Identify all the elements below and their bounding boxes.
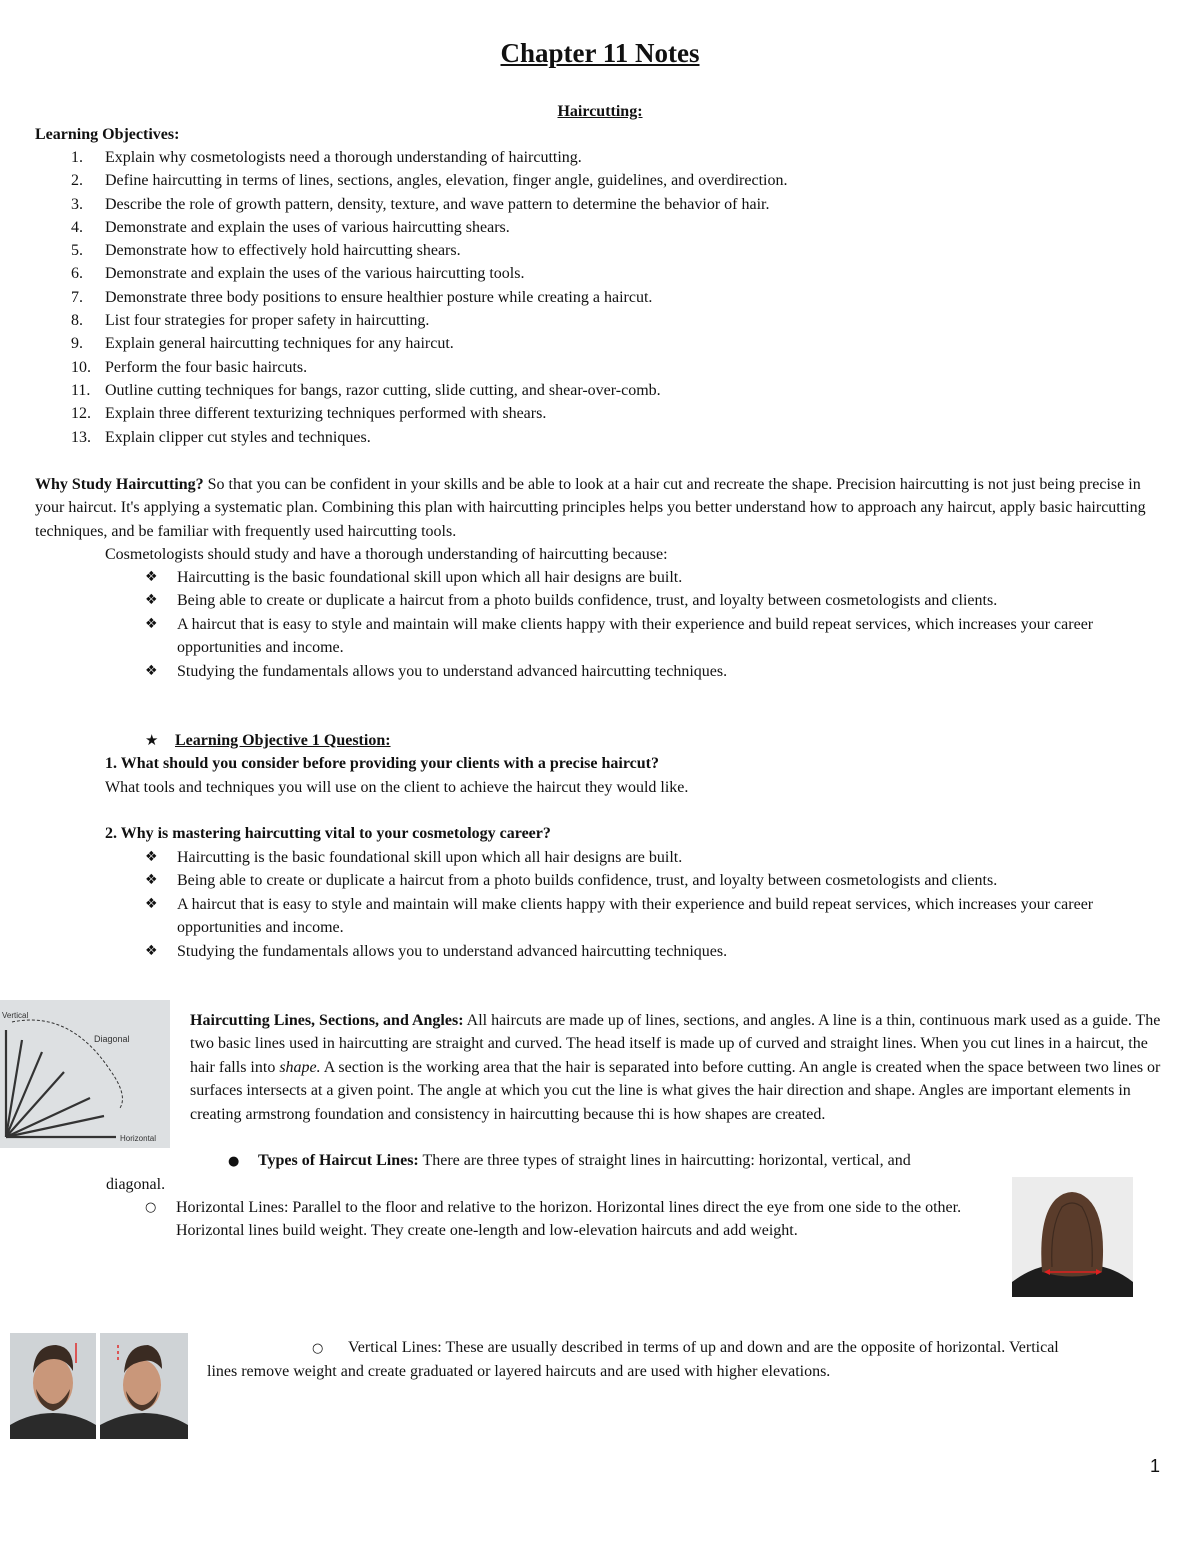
lines-text-b: A section is the working area that the hair is separated into before cutting. An angle is created when the space between two lines or surfaces intersects at a given point. The angle at which you cut the line is what gives the hair direction and shape. Angles are important elements in creating armstrong foundation and consistency in haircutting because thi is how shapes are created. (190, 1058, 1161, 1123)
lines-section-label: Haircutting Lines, Sections, and Angles: (190, 1012, 464, 1029)
angle-line (6, 1052, 42, 1137)
list-item (35, 332, 1155, 355)
list-item (145, 613, 1155, 660)
vertical-lines-text-b: lines remove weight and create graduated or layered haircuts and are used with higher elevations. (207, 1363, 831, 1381)
page-title: Chapter 11 Notes (500, 38, 700, 68)
list-item (35, 286, 1155, 309)
man-haircut-photo-side (100, 1333, 188, 1439)
item-number: 6. (71, 265, 83, 283)
learning-objectives-heading: Learning Objectives: (35, 126, 180, 143)
man-haircut-photo-front (10, 1333, 96, 1439)
diamond-bullet-icon: ❖ (145, 662, 158, 679)
dot-bullet-icon: ● (228, 1154, 240, 1169)
answer-1: What tools and techniques you will use on the client to achieve the haircut they would like. (105, 779, 689, 796)
item-text: Being able to create or duplicate a haircut from a photo builds confidence, trust, and loyalty between cosmetologists and clients. (177, 592, 998, 610)
circle-bullet-icon: ○ (312, 1341, 324, 1356)
item-number: 1. (71, 149, 83, 166)
item-text: Being able to create or duplicate a haircut from a photo builds confidence, trust, and loyalty between cosmetologists and clients. (177, 872, 998, 890)
item-text: Haircutting is the basic foundational skill upon which all hair designs are built. (177, 849, 683, 866)
list-item (35, 216, 1155, 239)
item-number: 13. (71, 428, 91, 446)
bob-haircut-photo (1012, 1177, 1133, 1297)
section-subtitle: Haircutting: (557, 103, 643, 120)
item-text: Demonstrate three body positions to ensure healthier posture while creating a haircut. (105, 288, 653, 306)
item-number: 2. (71, 172, 83, 190)
vertical-lines-text-a: Vertical Lines: These are usually described in terms of up and down and are the opposite of horizontal. Vertical (348, 1339, 1059, 1356)
list-item (35, 239, 1155, 262)
diamond-bullet-icon: ❖ (145, 569, 158, 585)
item-text: A haircut that is easy to style and maintain will make clients happy with their experience and build repeat services, which increases your career opportunities and income. (177, 615, 1094, 657)
types-of-lines-item (228, 1149, 988, 1173)
question-2: 2. Why is mastering haircutting vital to your cosmetology career? (105, 825, 551, 842)
item-text: Explain general haircutting techniques for any haircut. (105, 335, 454, 353)
question-heading (145, 729, 391, 752)
line-types-diagram (0, 1000, 170, 1148)
item-text: Studying the fundamentals allows you to understand advanced haircutting techniques. (177, 662, 728, 680)
item-text: Explain three different texturizing techniques performed with shears. (105, 405, 547, 423)
item-number: 11. (71, 381, 91, 399)
question-1: 1. What should you consider before providing your clients with a precise haircut? (105, 755, 659, 772)
item-text: Perform the four basic haircuts. (105, 358, 308, 376)
item-number: 4. (71, 218, 83, 236)
types-text: There are three types of straight lines in haircutting: horizontal, vertical, and (418, 1152, 911, 1169)
diamond-bullet-icon: ❖ (145, 895, 158, 912)
diamond-bullet-icon: ❖ (145, 872, 158, 889)
list-item (145, 846, 1155, 869)
why-study-paragraph (35, 473, 1165, 543)
bob-haircut-illustration (1012, 1177, 1133, 1297)
label-vertical: Vertical (2, 1011, 29, 1020)
list-item (145, 589, 1155, 612)
item-text: Describe the role of growth pattern, density, texture, and wave pattern to determine the behavior of hair. (105, 195, 770, 213)
circle-bullet-icon: ○ (145, 1200, 157, 1215)
types-label: Types of Haircut Lines: (258, 1152, 419, 1169)
item-text: A haircut that is easy to style and maintain will make clients happy with their experience and build repeat services, which increases your career opportunities and income. (177, 895, 1094, 937)
list-item (145, 893, 1155, 940)
item-text: Studying the fundamentals allows you to understand advanced haircutting techniques. (177, 942, 728, 960)
list-item (35, 309, 1155, 332)
item-text: Demonstrate and explain the uses of the various haircutting tools. (105, 265, 525, 283)
diamond-bullet-icon: ❖ (145, 942, 158, 959)
item-number: 8. (71, 312, 83, 330)
man-side-illustration (100, 1333, 188, 1439)
item-text: Outline cutting techniques for bangs, razor cutting, slide cutting, and shear-over-comb. (105, 381, 661, 399)
item-text: Demonstrate and explain the uses of various haircutting shears. (105, 218, 510, 236)
item-number: 5. (71, 242, 83, 260)
learning-objectives-list (35, 146, 1155, 449)
lines-text-em: shape. (279, 1058, 321, 1076)
list-item (35, 356, 1155, 379)
list-item (35, 169, 1155, 192)
item-text: Demonstrate how to effectively hold haircutting shears. (105, 242, 461, 260)
diamond-bullet-icon: ❖ (145, 849, 158, 865)
why-study-label: Why Study Haircutting? (35, 476, 204, 493)
vertical-lines-item (207, 1336, 1157, 1384)
item-number: 12. (71, 405, 91, 423)
types-tail: diagonal. (106, 1176, 166, 1193)
label-horizontal: Horizontal (120, 1134, 157, 1143)
item-number: 10. (71, 358, 91, 376)
list-item (35, 402, 1155, 425)
item-text: Haircutting is the basic foundational skill upon which all hair designs are built. (177, 569, 683, 586)
list-item (35, 146, 1155, 169)
lines-sections-angles-paragraph (190, 1009, 1170, 1126)
list-item (35, 426, 1155, 449)
list-item (145, 869, 1155, 892)
list-item (35, 193, 1155, 216)
horizontal-lines-text: Horizontal Lines: Parallel to the floor and relative to the horizon. Horizontal lines direct the eye from one side to the other. Horizontal lines build weight. They create one-length and low-elevation haircuts and add weight. (176, 1199, 962, 1240)
reasons-intro: Cosmetologists should study and have a thorough understanding of haircutting because: (105, 546, 668, 563)
star-icon: ★ (145, 731, 159, 749)
list-item (35, 262, 1155, 285)
item-number: 7. (71, 288, 83, 306)
item-text: Define haircutting in terms of lines, sections, angles, elevation, finger angle, guidelines, and overdirection. (105, 172, 788, 190)
item-text: Explain clipper cut styles and techniques. (105, 428, 371, 446)
list-item (145, 660, 1155, 683)
page-number: 1 (1150, 1456, 1161, 1476)
item-text: Explain why cosmetologists need a thorough understanding of haircutting. (105, 149, 582, 166)
item-number: 3. (71, 195, 83, 213)
item-text: List four strategies for proper safety in haircutting. (105, 312, 430, 330)
item-number: 9. (71, 335, 83, 353)
lines-text-a: All haircuts are made up of lines, sections, and angles. A line is a thin, continuous mark used as a guide. The two basic lines used in haircutting are straight and curved. The head itself is made up of curved and straight lines. When you cut lines in a haircut, the hair falls into (190, 1012, 1161, 1076)
answers-list (145, 846, 1155, 963)
man-front-illustration (10, 1333, 96, 1439)
why-study-text: So that you can be confident in your skills and be able to look at a hair cut and recreate the shape. Precision haircutting is not just being precise in your haircut. It's applying a systematic plan. Combining this plan with haircutting principles helps you better understand how to approach any haircut, apply basic haircutting techniques, and be familiar with frequently used haircutting tools. (35, 476, 1146, 540)
label-diagonal: Diagonal (94, 1034, 130, 1044)
list-item (145, 940, 1155, 963)
list-item (145, 566, 1155, 589)
list-item (35, 379, 1155, 402)
reasons-list (145, 566, 1155, 683)
horizontal-lines-item (145, 1196, 985, 1243)
diamond-bullet-icon: ❖ (145, 592, 158, 609)
line-types-diagram-svg (0, 1000, 170, 1148)
question-heading-text: Learning Objective 1 Question: (175, 732, 391, 749)
angle-line (6, 1098, 90, 1137)
diamond-bullet-icon: ❖ (145, 615, 158, 632)
